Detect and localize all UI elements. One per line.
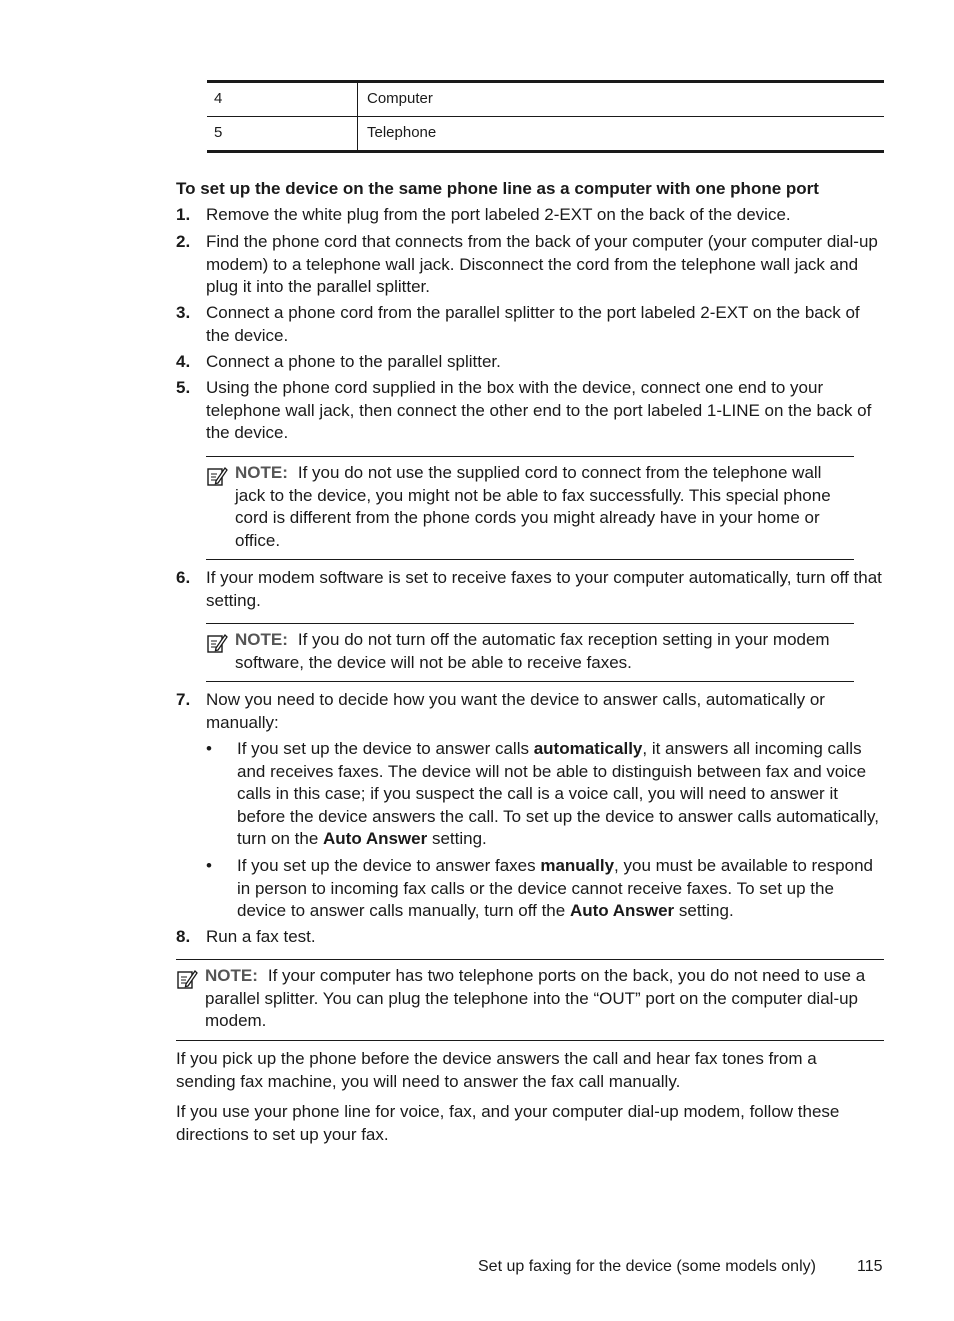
step-number: 3. xyxy=(176,303,191,322)
step-4 xyxy=(176,351,886,374)
step-number: 7. xyxy=(176,690,191,709)
procedure-heading: To set up the device on the same phone line as a computer with one phone port xyxy=(176,179,819,198)
step-number: 2. xyxy=(176,232,191,251)
step-number: 8. xyxy=(176,927,191,946)
bullet-marker: • xyxy=(206,856,212,875)
step-3 xyxy=(176,302,886,347)
step-2 xyxy=(176,231,886,299)
table-row xyxy=(207,83,884,116)
note-box xyxy=(176,959,884,1041)
table-row xyxy=(207,116,884,150)
step-text: Remove the white plug from the port labeled 2-EXT on the back of the device. xyxy=(206,205,791,224)
note-label: NOTE: xyxy=(235,630,288,649)
step-number: 1. xyxy=(176,205,191,224)
step-text: Now you need to decide how you want the device to answer calls, automatically or manually: xyxy=(206,690,825,732)
step-number: 4. xyxy=(176,352,191,371)
note-content xyxy=(205,965,884,1033)
table-cell-number: 4 xyxy=(207,83,358,116)
note-label: NOTE: xyxy=(235,463,288,482)
bullet-text: If you set up the device to answer calls automatically, it answers all incoming calls and receives faxes. The device will not be able to distinguish between fax and voice calls in this case; if you suspect the call is a voice call, you will need to answer it before the device answers the call. To set up the device to answer calls automatically, turn on the Auto Answer setting. xyxy=(237,739,879,848)
step-8 xyxy=(176,926,886,949)
step-text: Run a fax test. xyxy=(206,927,316,946)
footer-section-title: Set up faxing for the device (some models only) xyxy=(478,1258,816,1275)
bullet-text: If you set up the device to answer faxes manually, you must be available to respond in person to incoming fax calls or the device cannot receive faxes. To set up the device to answer calls manually, turn off the Auto Answer setting. xyxy=(237,856,873,920)
note-content xyxy=(235,462,854,552)
note-label: NOTE: xyxy=(205,966,258,985)
step-text: If your modem software is set to receive faxes to your computer automatically, turn off that setting. xyxy=(206,568,882,610)
table-cell-label: Telephone xyxy=(367,124,437,142)
bullet-marker: • xyxy=(206,739,212,758)
body-paragraph: If you pick up the phone before the device answers the call and hear fax tones from a sending fax machine, you will need to answer the fax call manually. xyxy=(176,1049,817,1091)
note-box xyxy=(206,623,854,682)
bullet-item-manual xyxy=(206,855,886,923)
step-number: 5. xyxy=(176,378,191,397)
step-text: Find the phone cord that connects from the back of your computer (your computer dial-up modem) to a telephone wall jack. Disconnect the cord from the telephone wall jack and plug it into the parallel splitter. xyxy=(206,232,878,296)
step-1 xyxy=(176,204,886,227)
step-7 xyxy=(176,689,886,734)
bullet-item-automatic xyxy=(206,738,886,851)
table-cell-number: 5 xyxy=(207,117,358,150)
connection-table xyxy=(207,80,884,153)
body-paragraph: If you use your phone line for voice, fax, and your computer dial-up modem, follow these directions to set up your fax. xyxy=(176,1102,840,1144)
page-number: 115 xyxy=(857,1258,883,1275)
step-text: Connect a phone cord from the parallel splitter to the port labeled 2-EXT on the back of the device. xyxy=(206,303,860,345)
step-text: Using the phone cord supplied in the box with the device, connect one end to your telephone wall jack, then connect the other end to the port labeled 1-LINE on the back of the device. xyxy=(206,378,872,442)
note-pad-icon xyxy=(176,968,198,990)
step-number: 6. xyxy=(176,568,191,587)
note-content xyxy=(235,629,854,674)
step-5 xyxy=(176,377,886,445)
note-pad-icon xyxy=(206,465,228,487)
note-text: If your computer has two telephone ports on the back, you do not need to use a parallel splitter. You can plug the telephone into the “OUT” port on the computer dial-up modem. xyxy=(205,966,866,1030)
note-text: If you do not turn off the automatic fax reception setting in your modem software, the device will not be able to receive faxes. xyxy=(235,630,830,672)
note-box xyxy=(206,456,854,560)
note-pad-icon xyxy=(206,632,228,654)
note-text: If you do not use the supplied cord to connect from the telephone wall jack to the device, you might not be able to fax successfully. This special phone cord is different from the phone cords you might already have in your home or office. xyxy=(235,463,831,550)
table-cell-label: Computer xyxy=(367,90,433,108)
step-6 xyxy=(176,567,886,612)
step-text: Connect a phone to the parallel splitter. xyxy=(206,352,501,371)
